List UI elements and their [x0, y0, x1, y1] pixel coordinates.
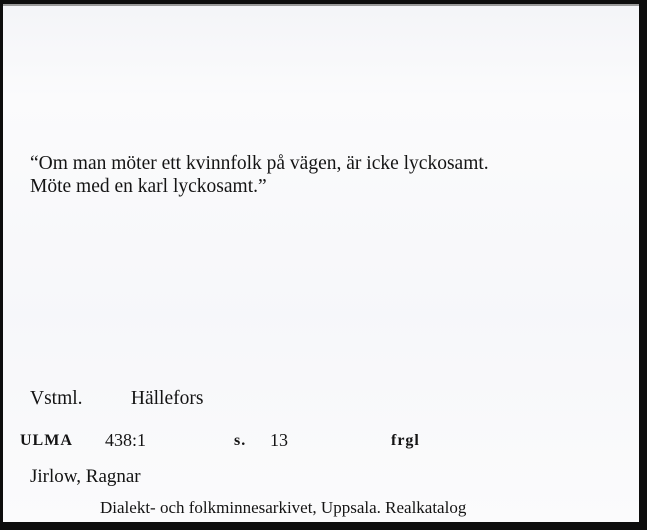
collector-name: Jirlow, Ragnar: [30, 466, 141, 487]
card-top-edge: [3, 4, 639, 6]
category-code: frgl: [391, 432, 420, 449]
catalog-card: [3, 4, 639, 522]
page-label: s.: [234, 432, 247, 449]
archive-footer: Dialekt- och folkminnesarkivet, Uppsala. Realkatalog: [100, 498, 467, 517]
region-label: Vstml.: [30, 388, 83, 409]
record-number: 438:1: [105, 430, 147, 450]
page-number: 13: [270, 430, 288, 450]
parish-label: Hällefors: [130, 388, 204, 409]
quote-line-1: “Om man möter ett kvinnfolk på vägen, är icke lyckosamt.: [30, 153, 489, 174]
reference-row: [20, 430, 620, 454]
folklore-quote: [30, 152, 489, 198]
archive-code: ULMA: [20, 432, 73, 449]
quote-line-2: Möte med en karl lyckosamt.”: [30, 176, 267, 197]
place-row: [30, 388, 203, 410]
